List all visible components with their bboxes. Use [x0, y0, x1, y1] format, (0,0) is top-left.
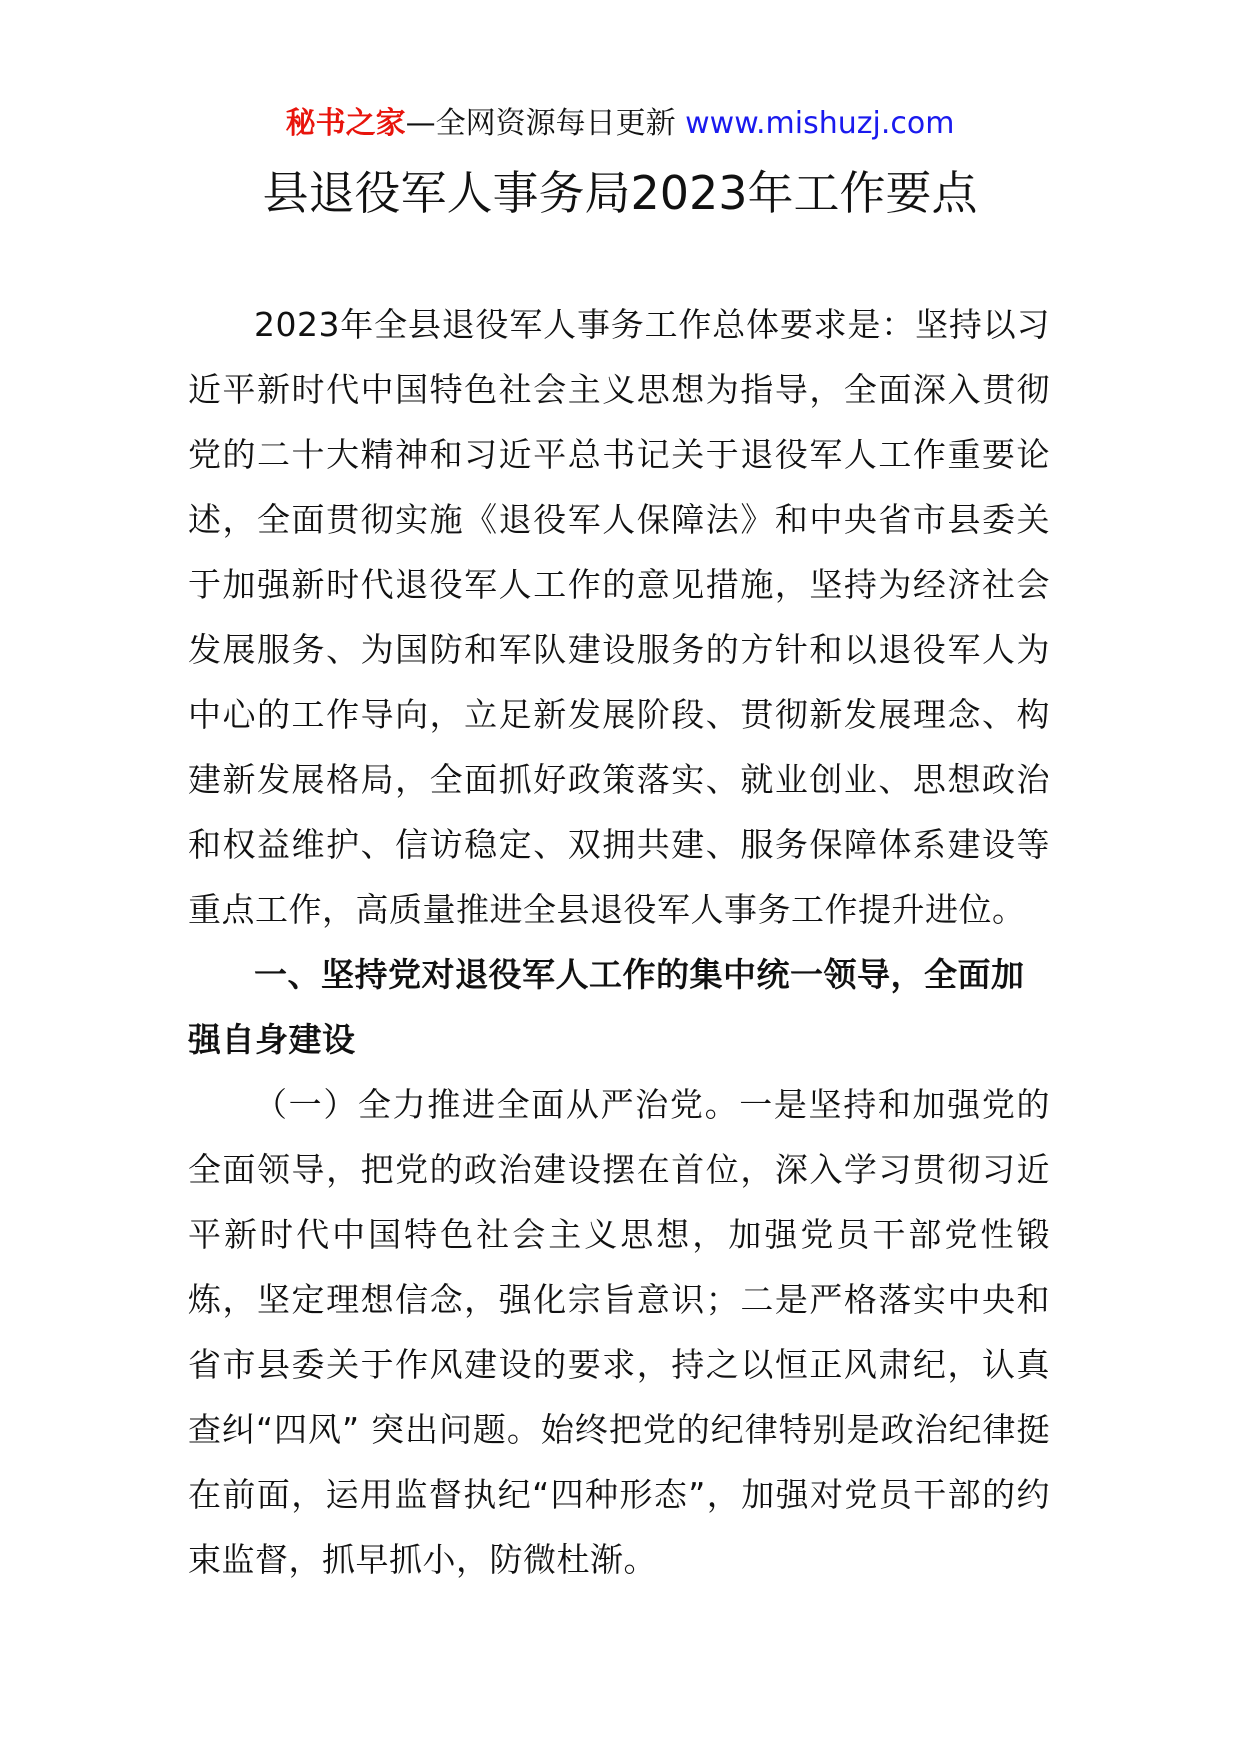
- website-link[interactable]: www.mishuzj.com: [685, 106, 955, 141]
- brand-name: 秘书之家: [285, 106, 406, 141]
- intro-paragraph: 2023年全县退役军人事务工作总体要求是：坚持以习近平新时代中国特色社会主义思想为指导，全面深入贯彻党的二十大精神和习近平总书记关于退役军人工作重要论述，全面贯彻实施《退役军人保障法》和中央省市县委关于加强新时代退役军人工作的意见措施，坚持为经济社会发展服务、为国防和军队建设服务的方针和以退役军人为中心的工作导向，立足新发展阶段、贯彻新发展理念、构建新发展格局，全面抓好政策落实、就业创业、思想政治和权益维护、信访稳定、双拥共建、服务保障体系建设等重点工作，高质量推进全县退役军人事务工作提升进位。: [188, 305, 1050, 929]
- section-heading-1: 一、坚持党对退役军人工作的集中统一领导，全面加强自身建设: [188, 955, 1025, 1059]
- document-title: 县退役军人事务局2023年工作要点: [262, 166, 978, 220]
- site-header: [0, 104, 1240, 144]
- header-slogan: —全网资源每日更新: [405, 106, 676, 141]
- document-body: [188, 292, 1050, 1592]
- section-1-paragraph-1: （一）全力推进全面从严治党。一是坚持和加强党的全面领导，把党的政治建设摆在首位，深入学习贯彻习近平新时代中国特色社会主义思想，加强党员干部党性锻炼，坚定理想信念，强化宗旨意识；二是严格落实中央和省市县委关于作风建设的要求，持之以恒正风肃纪，认真查纠“四风” 突出问题。始终把党的纪律特别是政治纪律挺在前面，运用监督执纪“四种形态”，加强对党员干部的约束监督，抓早抓小，防微杜渐。: [188, 1085, 1050, 1579]
